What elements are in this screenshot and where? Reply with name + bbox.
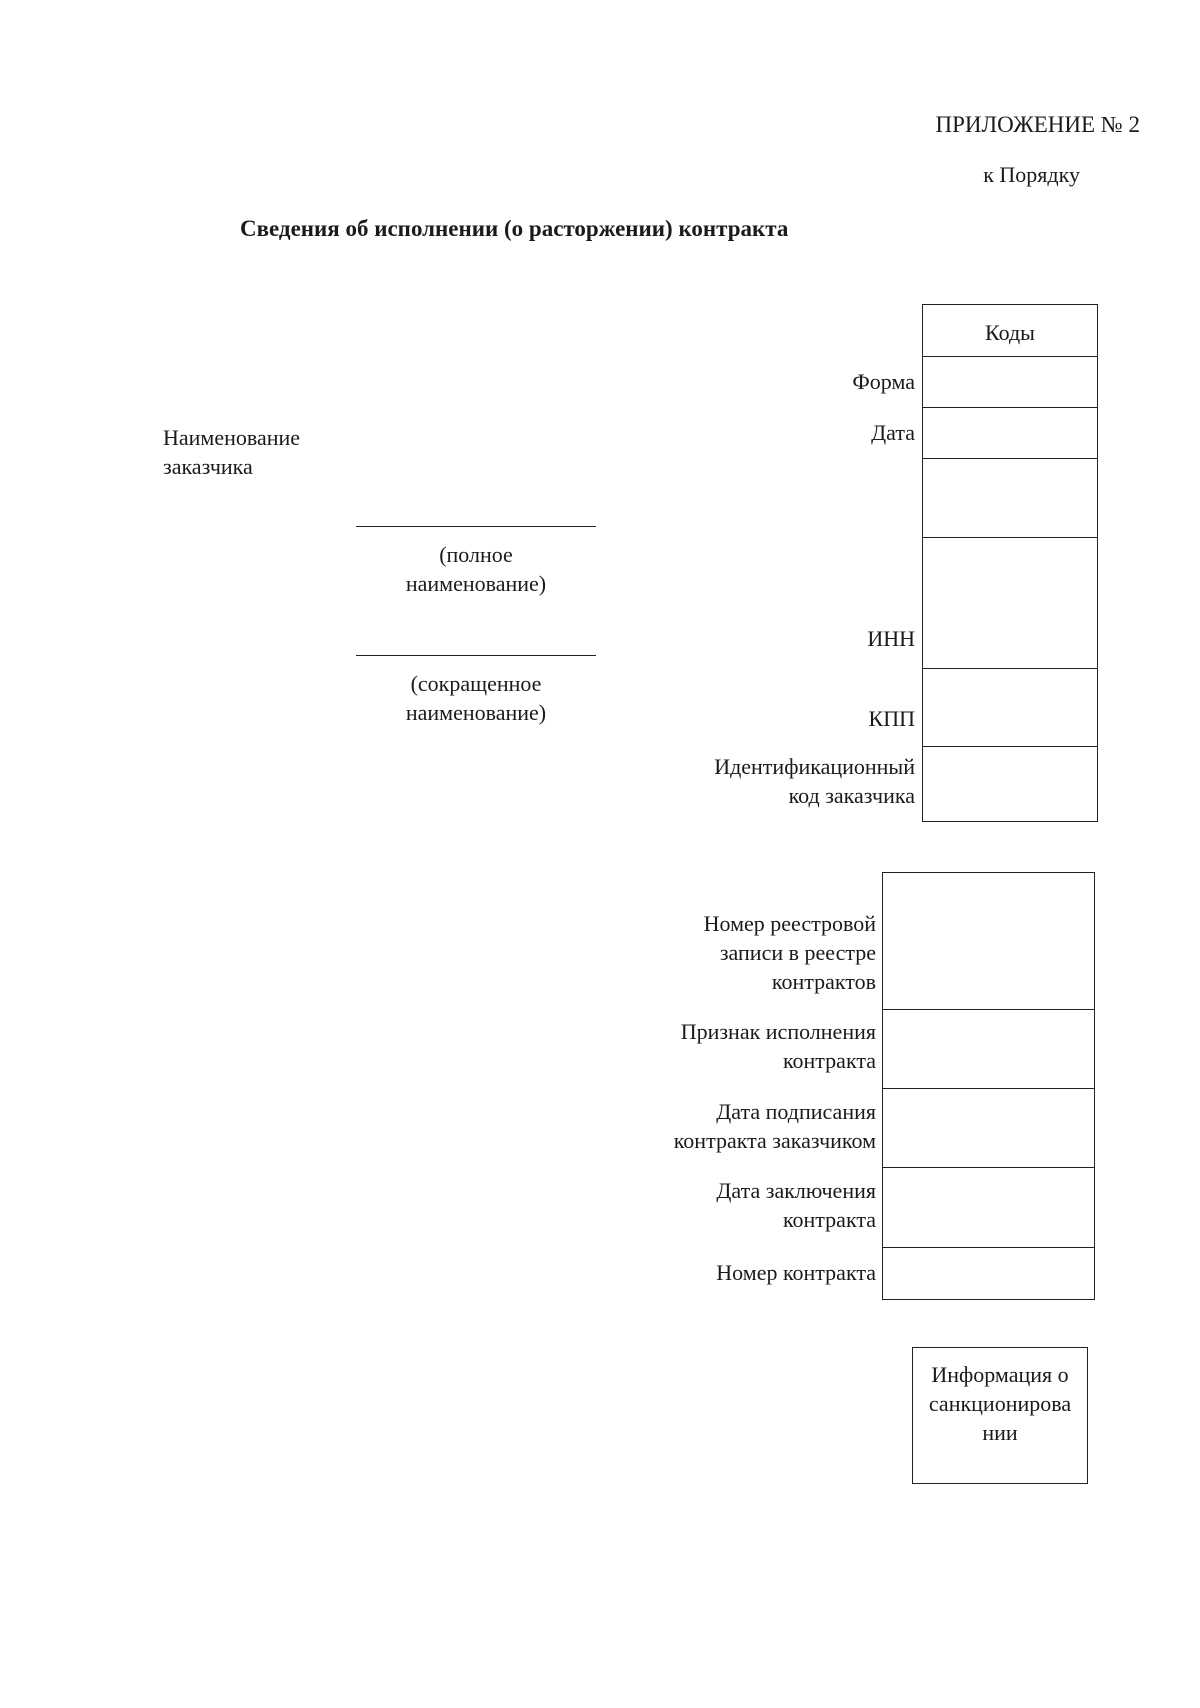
label-line: нии: [982, 1420, 1018, 1445]
appendix-label: ПРИЛОЖЕНИЕ № 2: [935, 112, 1140, 137]
inn-label: ИНН: [867, 626, 915, 651]
caption-line: наименование): [405, 700, 547, 725]
conclusion-date-cell[interactable]: [883, 1167, 1094, 1247]
label-line: записи в реестре: [719, 940, 876, 965]
kpp-label: КПП: [868, 706, 915, 731]
codes-table: [922, 304, 1098, 822]
date-label: Дата: [871, 420, 915, 445]
contract-table: [882, 872, 1095, 1300]
short-name-line[interactable]: [356, 655, 596, 656]
kpp-code-cell[interactable]: [923, 668, 1097, 746]
signing-date-label: [600, 1097, 876, 1155]
customer-id-code-cell[interactable]: [923, 746, 1097, 823]
caption-line: (сокращенное: [410, 671, 542, 696]
label-line: контрактов: [771, 969, 876, 994]
label-line: Признак исполнения: [680, 1019, 876, 1044]
short-name-caption: [356, 669, 596, 727]
label-line: Идентификационный: [714, 754, 915, 779]
caption-line: (полное: [439, 542, 513, 567]
label-line: Номер реестровой: [703, 911, 876, 936]
label-line: контракта: [782, 1048, 876, 1073]
label-line: Дата подписания: [716, 1099, 876, 1124]
registry-number-cell[interactable]: [883, 873, 1094, 1009]
label-line: санкционирова: [928, 1391, 1072, 1416]
caption-line: наименование): [405, 571, 547, 596]
full-name-line[interactable]: [356, 526, 596, 527]
contract-number-cell[interactable]: [883, 1247, 1094, 1301]
conclusion-date-label: [600, 1176, 876, 1234]
form-label: Форма: [852, 369, 915, 394]
label-line: контракта заказчиком: [673, 1128, 876, 1153]
page-title: Сведения об исполнении (о расторжении) контракта: [240, 216, 789, 241]
extra-code-cell[interactable]: [923, 458, 1097, 537]
signing-date-cell[interactable]: [883, 1088, 1094, 1167]
contract-number-label: Номер контракта: [716, 1260, 876, 1285]
label-line: контракта: [782, 1207, 876, 1232]
customer-label-line: Наименование: [163, 425, 301, 450]
inn-code-cell[interactable]: [923, 537, 1097, 668]
order-reference: к Порядку: [983, 162, 1080, 187]
sanction-info-text: [913, 1360, 1087, 1447]
label-line: Информация о: [931, 1362, 1069, 1387]
codes-header: Коды: [985, 320, 1035, 345]
customer-label: [163, 423, 300, 481]
label-line: Дата заключения: [716, 1178, 876, 1203]
full-name-caption: [356, 540, 596, 598]
form-code-cell[interactable]: [923, 356, 1097, 407]
customer-id-label: [640, 752, 915, 810]
customer-label-line: заказчика: [163, 454, 253, 479]
execution-flag-label: [600, 1017, 876, 1075]
execution-flag-cell[interactable]: [883, 1009, 1094, 1088]
label-line: код заказчика: [788, 783, 915, 808]
registry-number-label: [600, 909, 876, 996]
date-code-cell[interactable]: [923, 407, 1097, 458]
sanction-info-box[interactable]: [912, 1347, 1088, 1484]
